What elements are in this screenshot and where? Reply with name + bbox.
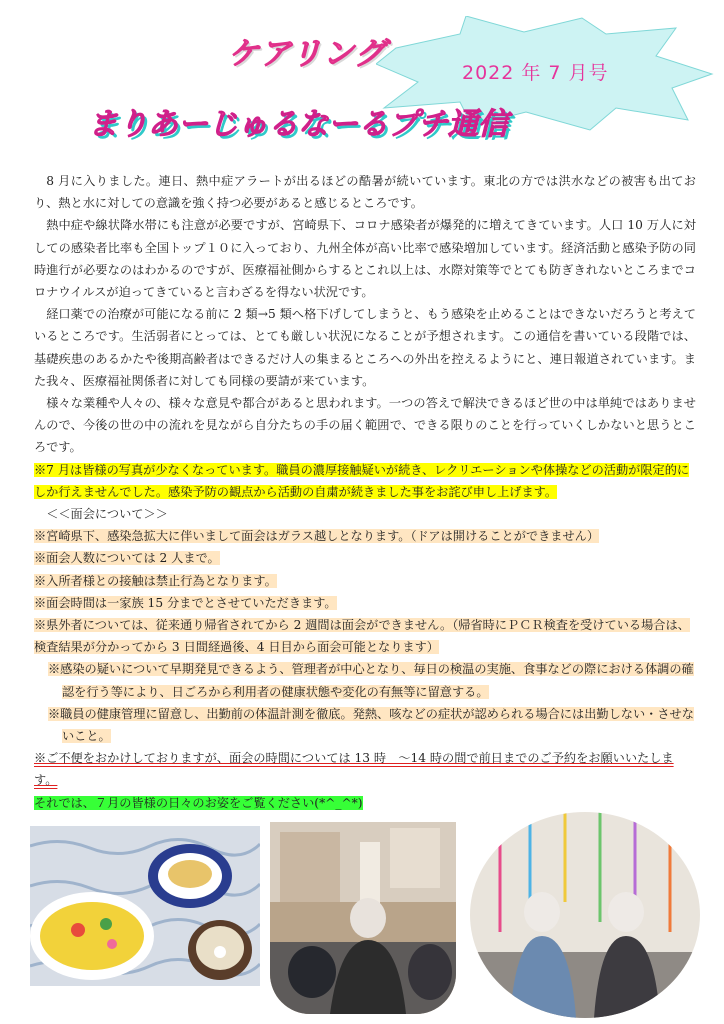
- visit-rule: ※宮崎県下、感染急拡大に伴いまして面会はガラス越しとなります。（ドアは開けることができません）: [34, 529, 600, 544]
- meal-tray-photo: [30, 826, 260, 986]
- paragraph: 様々な業種や人々の、様々な意見や都合があると思われます。一つの答えで解決できるほど世の中は単純ではありませんので、今後の世の中の流れを見ながら自分たちの手の届く範囲で、できる限りのことを行っていくしかないと思うところです。: [34, 396, 696, 455]
- visit-rule: ※入所者様との接触は禁止行為となります。: [34, 573, 277, 588]
- paragraph: 8 月に入りました。連日、熱中症アラートが出るほどの酷暑が続いています。東北の方では洪水などの被害も出ており、熱と水に対しての意識を強く持つ必要があると感じるところです。: [34, 174, 696, 211]
- visit-rule: ※県外者については、従来通り帰省されてから 2 週間は面会ができません。（帰省時にＰＣＲ検査を受けている場合は、検査結果が分かってから 3 日間経過後、4 日目から面会可能となります）: [34, 618, 690, 655]
- visit-heading: ＜＜面会について＞＞: [46, 507, 168, 522]
- newsletter-body: [34, 170, 696, 814]
- paragraph: 経口薬での治療が可能になる前に 2 類→5 類へ格下げしてしまうと、もう感染を止めることはできないだろうと考えているところです。生活弱者にとっては、とても厳しい状況になることが予想されます。この通信を書いている段階では、基礎疾患のあるかたや後期高齢者はできるだけ人の集まるところへの外出を控えるようにと、連日報道されています。また我々、医療福祉関係者に対しても同様の要請が来ています。: [34, 307, 696, 388]
- photo-shortage-notice: ※7 月は皆様の写真が少なくなっています。職員の濃厚接触疑いが続き、レクリエーションや体操などの活動が限定的にしか行えませんでした。感染予防の観点から活動の自粛が続きました事をお詫び申し上げます。: [34, 462, 690, 499]
- reservation-note: ※ご不便をおかけしておりますが、面会の時間については 13 時 ～14 時の間で前日までのご予約をお願いいたします。: [34, 751, 674, 788]
- visit-rule: ※面会人数については 2 人まで。: [34, 551, 220, 566]
- staff-rule: ※感染の疑いについて早期発見できるよう、管理者が中心となり、毎日の検温の実施、食事などの際における体調の確認を行う等により、日ごろから利用者の健康状態や変化の有無等に留意する。: [48, 662, 694, 699]
- tanabata-decoration-photo: [470, 812, 700, 1018]
- issue-date: 2022 年 7 月号: [462, 62, 609, 84]
- paragraph: 熱中症や線状降水帯にも注意が必要ですが、宮崎県下、コロナ感染者が爆発的に増えてきています。人口 10 万人に対しての感染者比率も全国トップ１０に入っており、九州全体が高い比率で感染増加しています。経済活動と感染予防の同時進行が必要なのはわかるのですが、医療福祉側からするとこれ以上は、水際対策等でとても防ぎきれないところまでコロナウイルスが迫ってきていると言わざるを得ない状況です。: [34, 218, 696, 300]
- newsletter-title-line1: ケアリング: [228, 36, 387, 72]
- visit-rule: ※面会時間は一家族 15 分までとさせていただきます。: [34, 595, 337, 610]
- closing-line: それでは、７月の皆様の日々のお姿をご覧ください(*^_^*): [34, 795, 363, 810]
- residents-wheelchair-photo: [270, 822, 456, 1014]
- newsletter-title-line2: まりあーじゅるなーるプチ通信: [88, 107, 508, 142]
- staff-rule: ※職員の健康管理に留意し、出勤前の体温計測を徹底。発熱、咳などの症状が認められる場合には出勤しない・させないこと。: [48, 706, 694, 744]
